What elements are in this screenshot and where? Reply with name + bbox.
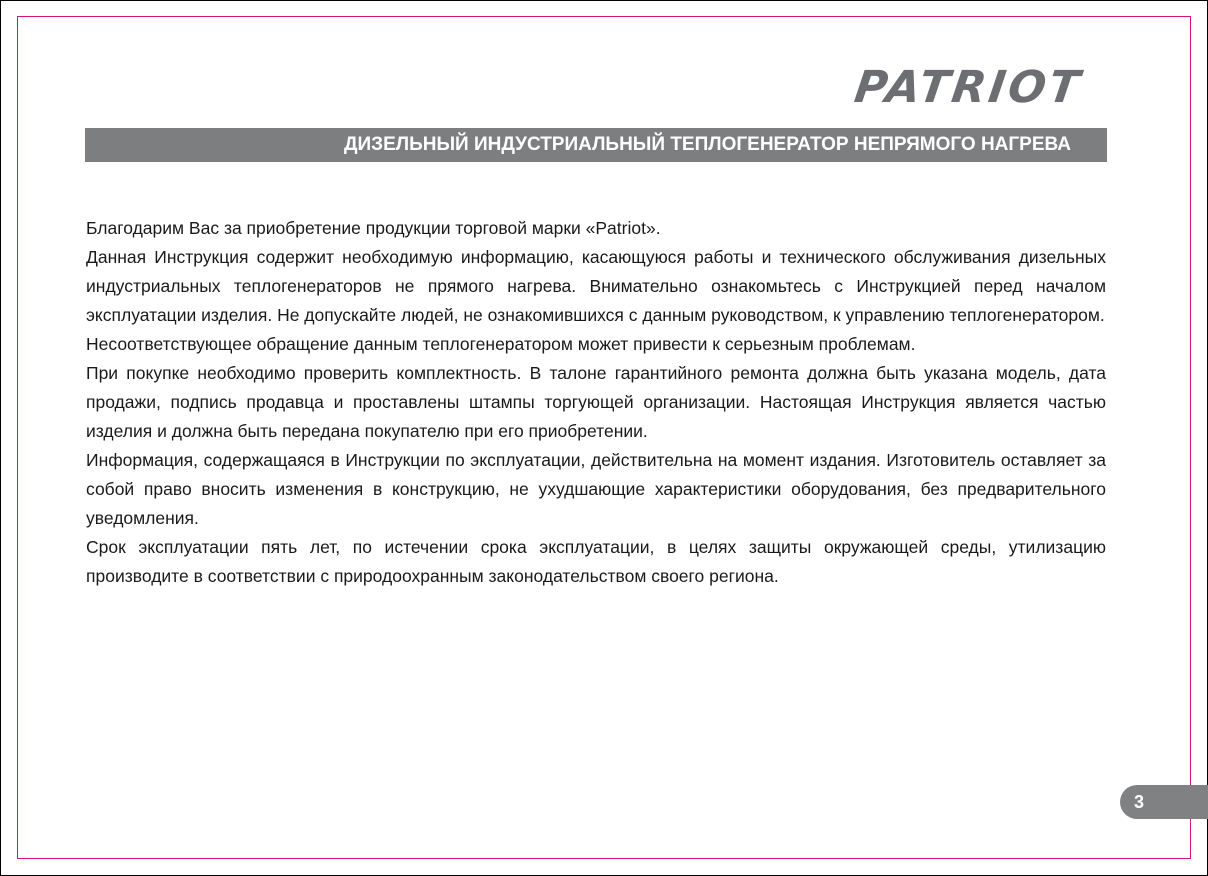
paragraph: Данная Инструкция содержит необходимую информацию, касающуюся работы и технического обслуживания дизельных индустриальных теплогенераторов не прямого нагрева. Внимательно ознакомьтесь с Инструкцией перед началом эксплуатации изделия. Не допускайте людей, не ознакомившихся с данным руководством, к управлению теплогенератором.: [86, 247, 1106, 325]
paragraph: Несоответствующее обращение данным теплогенератором может привести к серьезным проблемам.: [86, 334, 916, 354]
page-title: ДИЗЕЛЬНЫЙ ИНДУСТРИАЛЬНЫЙ ТЕПЛОГЕНЕРАТОР НЕПРЯМОГО НАГРЕВА: [343, 134, 1071, 155]
paragraph: Благодарим Вас за приобретение продукции торговой марки «Patriot».: [86, 218, 661, 238]
page-number: 3: [1134, 792, 1145, 812]
paragraph: При покупке необходимо проверить комплектность. В талоне гарантийного ремонта должна быть указана модель, дата продажи, подпись продавца и проставлены штампы торгующей организации. Настоящая Инструкция является частью изделия и должна быть передана покупателю при его приобретении.: [86, 363, 1106, 441]
page-number-tab: [1120, 785, 1208, 819]
body-text: [86, 214, 1106, 591]
paragraph: Срок эксплуатации пять лет, по истечении срока эксплуатации, в целях защиты окружающей среды, утилизацию производите в соответствии с природоохранным законодательством своего региона.: [86, 537, 1106, 586]
paragraph: Информация, содержащаяся в Инструкции по эксплуатации, действительна на момент издания. Изготовитель оставляет за собой право вносить изменения в конструкцию, не ухудшающие характеристики оборудования, без предварительного уведомления.: [86, 450, 1106, 528]
patriot-logo: PATRIOT: [851, 62, 1086, 113]
header-bar: [85, 128, 1107, 162]
